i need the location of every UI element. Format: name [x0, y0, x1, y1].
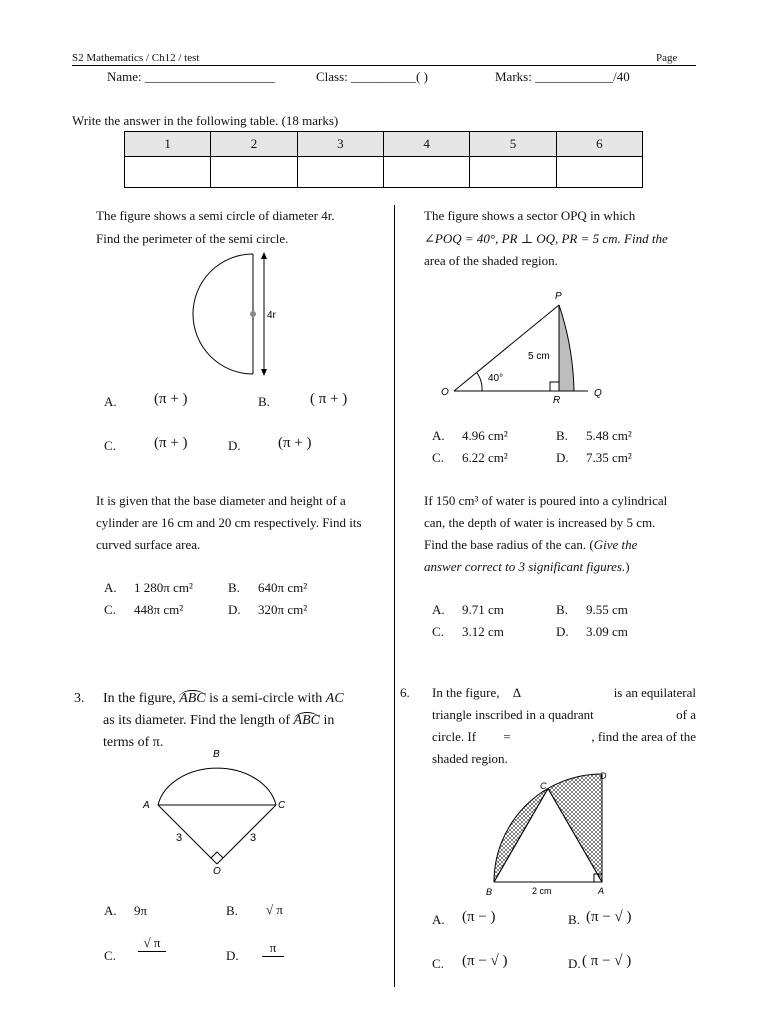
q1-option-a[interactable]: (π + ): [154, 391, 188, 407]
q3-label-3-right: 3: [250, 832, 257, 844]
answer-cell-5[interactable]: [470, 157, 556, 188]
q2-text-line3: curved surface area.: [96, 537, 201, 552]
q3-line2-end: in: [323, 713, 335, 728]
q6-option-b[interactable]: (π − √ ): [586, 909, 632, 925]
name-field[interactable]: Name: ____________________: [107, 69, 275, 84]
q3-option-b[interactable]: √ π: [266, 902, 283, 917]
q6-text-line2: [432, 704, 696, 726]
q5-text-line4-italic: answer correct to 3 significant figures.: [424, 559, 626, 574]
q1-semicircle-figure: [180, 248, 290, 378]
q3-text-line3: terms of π.: [103, 735, 164, 750]
q3-text-line2: [103, 710, 334, 732]
q3-label-o: O: [213, 866, 221, 877]
q5-option-a-letter: A.: [432, 602, 445, 617]
q4-option-b[interactable]: 5.48 cm²: [586, 428, 632, 443]
q3-option-c-letter: C.: [104, 948, 116, 963]
q6-option-d-letter: D.: [568, 956, 581, 971]
q4-label-o: O: [441, 387, 449, 398]
q2-text-line2: cylinder are 16 cm and 20 cm respectively. Find its: [96, 515, 362, 530]
q1-text-line2: Find the perimeter of the semi circle.: [96, 231, 289, 246]
q6-label-d: D: [600, 771, 607, 781]
q4-option-d[interactable]: 7.35 cm²: [586, 450, 632, 465]
answer-cell-2[interactable]: [211, 157, 297, 188]
q3-option-d[interactable]: π: [262, 940, 284, 957]
q3-ac: AC: [325, 691, 344, 706]
q4-sector-figure: [436, 286, 616, 406]
q4-text-line2: ∠POQ = 40°, PR ⊥ OQ, PR = 5 cm. Find the: [424, 231, 668, 246]
q1-option-c-letter: C.: [104, 438, 116, 453]
q3-option-c[interactable]: √ π: [138, 935, 166, 952]
q2-option-d[interactable]: 320π cm²: [258, 602, 308, 617]
q3-label-a: A: [143, 800, 150, 811]
q4-option-a[interactable]: 4.96 cm²: [462, 428, 508, 443]
marks-field[interactable]: Marks: ____________/40: [495, 69, 630, 84]
q6-option-a[interactable]: (π − ): [462, 909, 496, 925]
q1-text-line1: The figure shows a semi circle of diameter 4r.: [96, 208, 335, 223]
q3-arc-abc: ABC: [179, 691, 206, 706]
q5-text-line3: [424, 534, 637, 556]
page-label: Page: [656, 52, 678, 64]
q6-label-a: A: [598, 886, 605, 896]
q5-option-c-letter: C.: [432, 624, 444, 639]
q3-option-b-letter: B.: [226, 903, 238, 918]
q3-line1-start: In the figure,: [103, 691, 176, 706]
q4-text-line1: The figure shows a sector OPQ in which: [424, 208, 636, 223]
q2-option-a[interactable]: 1 280π cm²: [134, 580, 193, 595]
class-field[interactable]: Class: __________( ): [316, 69, 428, 84]
q2-option-d-letter: D.: [228, 602, 241, 617]
q4-text-line3: area of the shaded region.: [424, 253, 558, 268]
q6-option-b-letter: B.: [568, 912, 580, 927]
q4-label-q: Q: [594, 388, 602, 399]
q5-text-line2: can, the depth of water is increased by 5 cm.: [424, 515, 656, 530]
answer-header-1: 1: [125, 132, 211, 157]
q6-line2-end: of a: [676, 707, 696, 722]
q4-option-c-letter: C.: [432, 450, 444, 465]
q6-delta: Δ: [512, 685, 522, 700]
q5-option-b-letter: B.: [556, 602, 568, 617]
q6-text-line3: [432, 726, 696, 748]
answer-header-4: 4: [383, 132, 469, 157]
q6-number: 6.: [400, 685, 410, 700]
q6-text-line4: shaded region.: [432, 751, 508, 766]
answer-header-3: 3: [297, 132, 383, 157]
q1-option-d[interactable]: (π + ): [278, 435, 312, 451]
instructions: Write the answer in the following table. (18 marks): [72, 113, 339, 128]
q1-option-c[interactable]: (π + ): [154, 435, 188, 451]
q6-line3-start: circle. If: [432, 729, 477, 744]
q6-option-c-letter: C.: [432, 956, 444, 971]
q4-option-c[interactable]: 6.22 cm²: [462, 450, 508, 465]
q6-option-c[interactable]: (π − √ ): [462, 953, 508, 969]
q5-option-d[interactable]: 3.09 cm: [586, 624, 628, 639]
q5-text-line4: [424, 556, 630, 578]
q1-fig-label: 4r: [267, 310, 276, 321]
q6-text-line1: [432, 682, 696, 704]
q2-option-c-letter: C.: [104, 602, 116, 617]
q3-line1-mid: is a semi-circle with: [209, 691, 323, 706]
q3-semicircle-figure: [140, 746, 300, 878]
q3-text-line1: [103, 688, 344, 710]
q3-line2-start: as its diameter. Find the length of: [103, 713, 291, 728]
q6-label-c: C: [540, 781, 547, 791]
answer-cell-4[interactable]: [383, 157, 469, 188]
q4-label-length: 5 cm: [528, 351, 550, 362]
q1-option-d-letter: D.: [228, 438, 241, 453]
answer-cell-3[interactable]: [297, 157, 383, 188]
q6-option-d[interactable]: ( π − √ ): [582, 953, 632, 969]
q6-option-a-letter: A.: [432, 912, 445, 927]
q3-number: 3.: [74, 691, 85, 706]
course-title: S2 Mathematics / Ch12 / test: [72, 52, 200, 64]
q3-label-b: B: [213, 749, 220, 760]
q6-line2-start: triangle inscribed in a quadrant: [432, 707, 594, 722]
q5-text-line3-italic: Give the: [593, 537, 638, 552]
answer-cell-1[interactable]: [125, 157, 211, 188]
q3-arc-abc-2: ABC: [293, 713, 320, 728]
answer-header-6: 6: [556, 132, 642, 157]
q6-line1-start: In the figure,: [432, 685, 500, 700]
q3-option-d-letter: D.: [226, 948, 239, 963]
q5-text-line4-end: ): [625, 559, 630, 574]
q3-label-3-left: 3: [176, 832, 183, 844]
answer-cell-6[interactable]: [556, 157, 642, 188]
q2-option-b-letter: B.: [228, 580, 240, 595]
answer-table: [124, 131, 643, 188]
q5-option-c[interactable]: 3.12 cm: [462, 624, 504, 639]
q1-option-b-letter: B.: [258, 394, 270, 409]
q4-option-b-letter: B.: [556, 428, 568, 443]
q4-label-p: P: [555, 291, 562, 302]
q2-text-line1: It is given that the base diameter and height of a: [96, 493, 346, 508]
q3-option-a-letter: A.: [104, 903, 117, 918]
q6-quadrant-figure: [480, 768, 620, 900]
q6-label-length: 2 cm: [532, 886, 552, 896]
q3-option-a[interactable]: 9π: [134, 903, 148, 918]
q2-option-b[interactable]: 640π cm²: [258, 580, 308, 595]
q6-line3-end: , find the area of the: [591, 729, 696, 744]
q6-eq: =: [503, 729, 511, 744]
q5-option-a[interactable]: 9.71 cm: [462, 602, 504, 617]
q2-option-c[interactable]: 448π cm²: [134, 602, 184, 617]
q1-option-a-letter: A.: [104, 394, 117, 409]
q5-text-line1: If 150 cm³ of water is poured into a cylindrical: [424, 493, 668, 508]
q5-option-b[interactable]: 9.55 cm: [586, 602, 628, 617]
q4-option-a-letter: A.: [432, 428, 445, 443]
q2-option-a-letter: A.: [104, 580, 117, 595]
q4-option-d-letter: D.: [556, 450, 569, 465]
q1-option-b[interactable]: ( π + ): [310, 391, 348, 407]
q4-label-r: R: [553, 395, 561, 406]
q3-label-c: C: [278, 800, 286, 811]
q6-line1-end: is an equilateral: [613, 685, 696, 700]
q5-text-line3-main: Find the base radius of the can. (: [424, 537, 594, 552]
q6-label-b: B: [486, 887, 493, 897]
q4-label-angle: 40°: [488, 373, 504, 384]
answer-header-2: 2: [211, 132, 297, 157]
q5-option-d-letter: D.: [556, 624, 569, 639]
answer-header-5: 5: [470, 132, 556, 157]
column-divider: [394, 205, 395, 987]
